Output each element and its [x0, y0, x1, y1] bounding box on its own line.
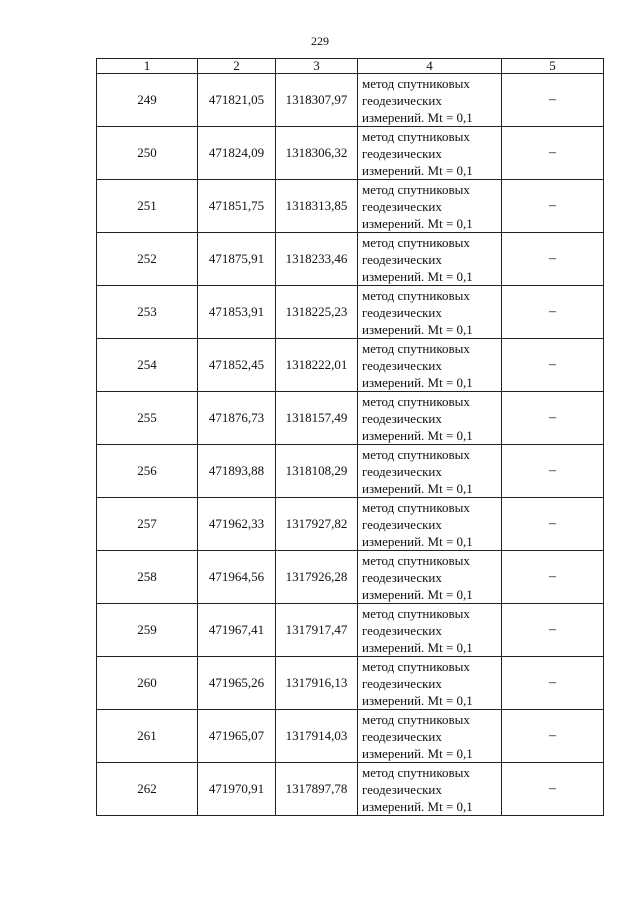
table-row [97, 657, 604, 710]
method-text-line: метод спутниковых [362, 287, 470, 303]
method-text-line: метод спутниковых [362, 234, 470, 250]
method-text-line: измерений. Mt = 0,1 [362, 215, 473, 231]
y-coordinate-cell: 1318233,46 [276, 233, 358, 286]
x-coordinate-cell: 471965,07 [198, 710, 276, 763]
x-coordinate-cell: 471852,45 [198, 339, 276, 392]
method-text-line: геодезических [362, 781, 442, 797]
y-coordinate-cell: 1318306,32 [276, 127, 358, 180]
point-number-cell: 257 [97, 498, 198, 551]
method-text-line: геодезических [362, 145, 442, 161]
point-number-cell: 249 [97, 74, 198, 127]
method-text-line: измерений. Mt = 0,1 [362, 692, 473, 708]
column-header-1: 1 [97, 59, 198, 74]
x-coordinate-cell: 471853,91 [198, 286, 276, 339]
table-row [97, 710, 604, 763]
method-cell [358, 392, 502, 445]
method-text-line: измерений. Mt = 0,1 [362, 586, 473, 602]
table-row [97, 763, 604, 816]
method-cell [358, 74, 502, 127]
coordinates-table [96, 58, 604, 816]
x-coordinate-cell: 471851,75 [198, 180, 276, 233]
table-row [97, 604, 604, 657]
method-text-line: измерений. Mt = 0,1 [362, 268, 473, 284]
x-coordinate-cell: 471875,91 [198, 233, 276, 286]
method-cell [358, 233, 502, 286]
method-text-line: метод спутниковых [362, 128, 470, 144]
method-text-line: геодезических [362, 728, 442, 744]
point-number-cell: 262 [97, 763, 198, 816]
table-row [97, 392, 604, 445]
x-coordinate-cell: 471964,56 [198, 551, 276, 604]
note-cell: – [502, 498, 604, 551]
table-row [97, 445, 604, 498]
column-header-5: 5 [502, 59, 604, 74]
method-text-line: геодезических [362, 92, 442, 108]
method-text-line: геодезических [362, 569, 442, 585]
table-row [97, 74, 604, 127]
x-coordinate-cell: 471876,73 [198, 392, 276, 445]
y-coordinate-cell: 1318157,49 [276, 392, 358, 445]
point-number-cell: 259 [97, 604, 198, 657]
note-cell: – [502, 74, 604, 127]
method-cell [358, 604, 502, 657]
y-coordinate-cell: 1317926,28 [276, 551, 358, 604]
method-text-line: метод спутниковых [362, 499, 470, 515]
table-row [97, 180, 604, 233]
method-text-line: метод спутниковых [362, 446, 470, 462]
y-coordinate-cell: 1318222,01 [276, 339, 358, 392]
method-text-line: измерений. Mt = 0,1 [362, 798, 473, 814]
method-text-line: измерений. Mt = 0,1 [362, 745, 473, 761]
x-coordinate-cell: 471970,91 [198, 763, 276, 816]
method-text-line: измерений. Mt = 0,1 [362, 480, 473, 496]
method-cell [358, 339, 502, 392]
table-row [97, 127, 604, 180]
point-number-cell: 254 [97, 339, 198, 392]
method-text-line: метод спутниковых [362, 764, 470, 780]
method-text-line: измерений. Mt = 0,1 [362, 321, 473, 337]
note-cell: – [502, 339, 604, 392]
method-cell [358, 286, 502, 339]
method-cell [358, 710, 502, 763]
column-header-4: 4 [358, 59, 502, 74]
method-text-line: метод спутниковых [362, 181, 470, 197]
note-cell: – [502, 233, 604, 286]
method-cell [358, 127, 502, 180]
method-text-line: измерений. Mt = 0,1 [362, 427, 473, 443]
x-coordinate-cell: 471821,05 [198, 74, 276, 127]
method-text-line: геодезических [362, 251, 442, 267]
note-cell: – [502, 710, 604, 763]
method-cell [358, 445, 502, 498]
method-text-line: геодезических [362, 198, 442, 214]
y-coordinate-cell: 1317917,47 [276, 604, 358, 657]
note-cell: – [502, 127, 604, 180]
table-row [97, 233, 604, 286]
point-number-cell: 255 [97, 392, 198, 445]
method-text-line: метод спутниковых [362, 393, 470, 409]
note-cell: – [502, 657, 604, 710]
table-row [97, 498, 604, 551]
y-coordinate-cell: 1317927,82 [276, 498, 358, 551]
x-coordinate-cell: 471893,88 [198, 445, 276, 498]
y-coordinate-cell: 1318225,23 [276, 286, 358, 339]
y-coordinate-cell: 1317916,13 [276, 657, 358, 710]
note-cell: – [502, 763, 604, 816]
point-number-cell: 261 [97, 710, 198, 763]
note-cell: – [502, 551, 604, 604]
y-coordinate-cell: 1317897,78 [276, 763, 358, 816]
method-text-line: измерений. Mt = 0,1 [362, 374, 473, 390]
point-number-cell: 252 [97, 233, 198, 286]
column-header-3: 3 [276, 59, 358, 74]
point-number-cell: 250 [97, 127, 198, 180]
method-text-line: геодезических [362, 304, 442, 320]
method-text-line: метод спутниковых [362, 605, 470, 621]
method-text-line: геодезических [362, 410, 442, 426]
table-header-row [97, 59, 604, 74]
method-text-line: измерений. Mt = 0,1 [362, 109, 473, 125]
method-text-line: измерений. Mt = 0,1 [362, 639, 473, 655]
method-cell [358, 498, 502, 551]
note-cell: – [502, 604, 604, 657]
method-cell [358, 763, 502, 816]
method-text-line: геодезических [362, 516, 442, 532]
method-text-line: измерений. Mt = 0,1 [362, 162, 473, 178]
column-header-2: 2 [198, 59, 276, 74]
x-coordinate-cell: 471824,09 [198, 127, 276, 180]
note-cell: – [502, 445, 604, 498]
y-coordinate-cell: 1317914,03 [276, 710, 358, 763]
method-cell [358, 180, 502, 233]
table-row [97, 339, 604, 392]
method-text-line: измерений. Mt = 0,1 [362, 533, 473, 549]
y-coordinate-cell: 1318313,85 [276, 180, 358, 233]
method-text-line: метод спутниковых [362, 340, 470, 356]
point-number-cell: 251 [97, 180, 198, 233]
method-text-line: метод спутниковых [362, 75, 470, 91]
x-coordinate-cell: 471962,33 [198, 498, 276, 551]
table-row [97, 551, 604, 604]
method-text-line: метод спутниковых [362, 552, 470, 568]
method-cell [358, 551, 502, 604]
table-row [97, 286, 604, 339]
method-text-line: метод спутниковых [362, 711, 470, 727]
note-cell: – [502, 286, 604, 339]
method-text-line: геодезических [362, 357, 442, 373]
method-text-line: геодезических [362, 622, 442, 638]
method-cell [358, 657, 502, 710]
y-coordinate-cell: 1318108,29 [276, 445, 358, 498]
page-number: 229 [311, 34, 329, 48]
x-coordinate-cell: 471967,41 [198, 604, 276, 657]
x-coordinate-cell: 471965,26 [198, 657, 276, 710]
note-cell: – [502, 392, 604, 445]
method-text-line: геодезических [362, 675, 442, 691]
method-text-line: геодезических [362, 463, 442, 479]
point-number-cell: 260 [97, 657, 198, 710]
point-number-cell: 256 [97, 445, 198, 498]
point-number-cell: 253 [97, 286, 198, 339]
y-coordinate-cell: 1318307,97 [276, 74, 358, 127]
method-text-line: метод спутниковых [362, 658, 470, 674]
note-cell: – [502, 180, 604, 233]
point-number-cell: 258 [97, 551, 198, 604]
